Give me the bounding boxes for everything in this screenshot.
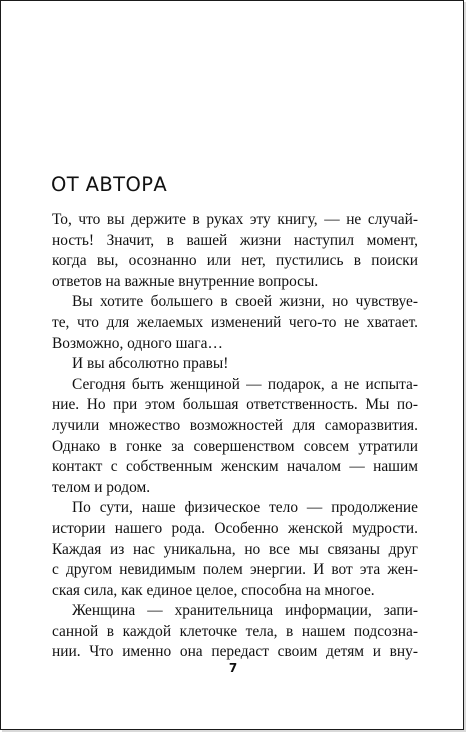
text-line: ние. Но при этом большая ответственность. Мы по- [52, 396, 418, 414]
text-line: истории нашего рода. Особенно женской мудрости. [52, 519, 418, 537]
page-number: 7 [228, 661, 238, 675]
text-line: ская сила, как единое целое, способна на многое. [52, 581, 375, 599]
text-line: санной в каждой клеточке тела, в нашем подсозна- [52, 622, 418, 640]
text-line: лучили множество возможностей для саморазвития. [52, 416, 418, 434]
text-line: те, что для желаемых изменений чего-то не хватает. [52, 313, 418, 331]
text-line: ность! Значит, в вашей жизни наступил момент, [52, 231, 418, 249]
text-line: И вы абсолютно правы! [72, 355, 229, 373]
chapter-heading: ОТ АВТОРА [51, 173, 168, 196]
text-line: Возможно, одного шага… [52, 334, 223, 352]
text-line: Сегодня быть женщиной — подарок, а не испыта- [72, 375, 418, 393]
text-line: По сути, наше физическое тело — продолжение [72, 499, 418, 517]
text-line: Однако в гонке за совершенством совсем утратили [52, 437, 418, 455]
text-line: контакт с собственным женским началом — нашим [52, 458, 418, 476]
text-line: То, что вы держите в руках эту книгу, — не случай- [52, 211, 418, 228]
text-line: Вы хотите большего в своей жизни, но чувствуе- [72, 293, 418, 311]
text-line: ответов на важные внутренние вопросы. [52, 272, 319, 290]
text-line: когда вы, осознанно или нет, пустились в поиски [52, 252, 418, 270]
text-line: нии. Что именно она передаст своим детям и вну- [52, 643, 418, 661]
text-line: с другом невидимым полем энергии. И вот эта жен- [52, 561, 418, 579]
text-line: телом и родом. [52, 478, 151, 496]
text-line: Женщина — хранительница информации, запи- [72, 602, 418, 620]
body-text [52, 210, 418, 663]
text-line: Каждая из нас уникальна, но все мы связаны друг [52, 540, 418, 558]
